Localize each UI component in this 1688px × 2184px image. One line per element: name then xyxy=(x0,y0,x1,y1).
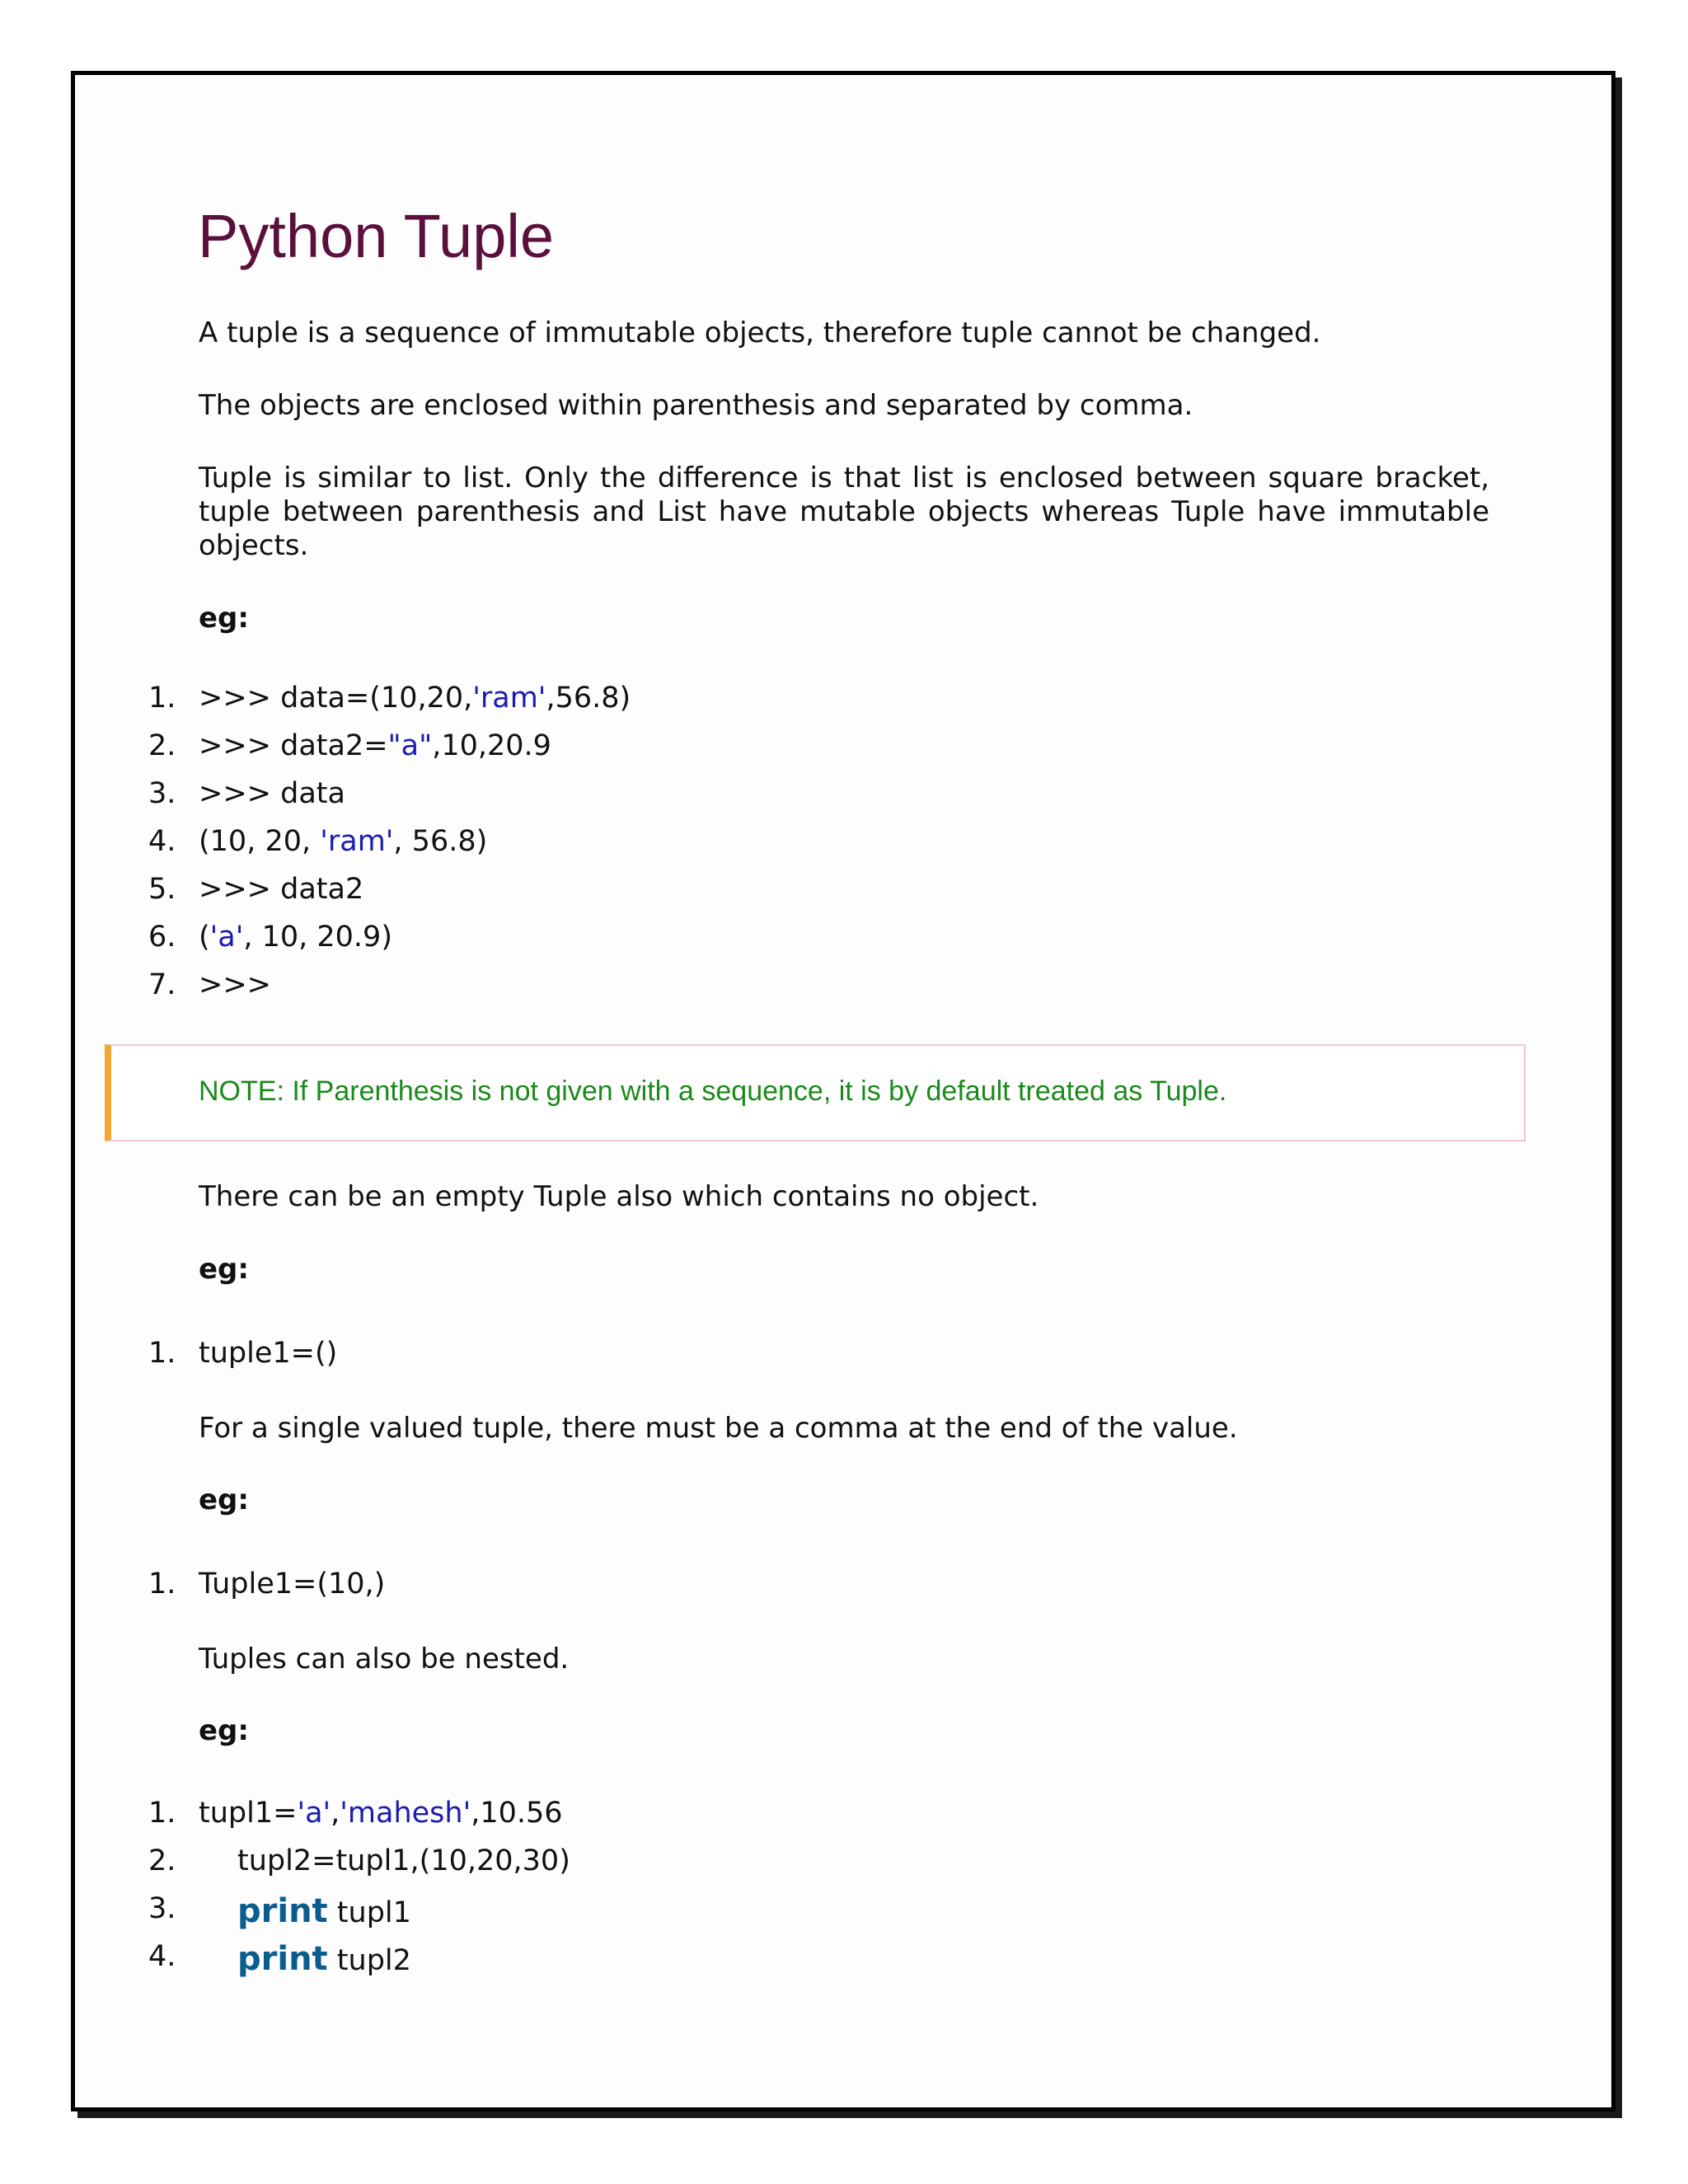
line-number: 2. xyxy=(148,729,176,762)
line-number: 7. xyxy=(148,968,176,1001)
code-line xyxy=(0,777,1566,825)
line-number: 2. xyxy=(148,1844,176,1877)
code-line xyxy=(0,729,1566,777)
line-number: 3. xyxy=(148,1892,176,1925)
line-number: 4. xyxy=(148,825,176,858)
line-number: 1. xyxy=(148,1337,176,1370)
print-keyword: print xyxy=(237,1892,328,1930)
code-line xyxy=(0,921,1566,968)
code-text: Tuple1=(10,) xyxy=(199,1568,386,1601)
code-line xyxy=(0,1940,1566,1988)
print-keyword: print xyxy=(237,1940,328,1978)
line-number: 1. xyxy=(148,682,176,715)
string-literal: 'ram' xyxy=(472,682,546,715)
example-label-2: eg: xyxy=(199,1253,249,1286)
line-number: 5. xyxy=(148,873,176,906)
code-text: tupl2=tupl1,(10,20,30) xyxy=(237,1844,570,1877)
code-text: ('a', 10, 20.9) xyxy=(199,921,392,954)
line-number: 1. xyxy=(148,1797,176,1830)
nested-paragraph: Tuples can also be nested. xyxy=(199,1643,570,1675)
code-line xyxy=(0,1337,1566,1385)
code-text: >>> data2 xyxy=(199,873,364,906)
code-line xyxy=(0,825,1566,873)
line-number: 6. xyxy=(148,921,176,954)
string-literal: 'ram' xyxy=(320,825,394,858)
code-text: >>> data xyxy=(199,777,345,810)
code-text: >>> data=(10,20,'ram',56.8) xyxy=(199,682,631,715)
string-literal: 'a' xyxy=(297,1797,331,1830)
code-line xyxy=(0,873,1566,921)
code-text: tupl1='a','mahesh',10.56 xyxy=(199,1797,563,1830)
note-text: NOTE: If Parenthesis is not given with a sequence, it is by default treated as Tuple. xyxy=(199,1076,1227,1107)
code-text: >>> xyxy=(199,968,271,1001)
line-number: 4. xyxy=(148,1940,176,1973)
code-text: >>> data2="a",10,20.9 xyxy=(199,729,551,762)
code-block-3 xyxy=(0,1568,1566,1615)
example-label-4: eg: xyxy=(199,1714,249,1747)
enclosure-paragraph: The objects are enclosed within parenthesis and separated by comma. xyxy=(199,389,1193,422)
comparison-paragraph: Tuple is similar to list. Only the difference is that list is enclosed between square bracket, tuple between parenthesis and List have mutable objects whereas Tuple have immutable objects. xyxy=(199,462,1489,562)
note-callout xyxy=(105,1044,1526,1141)
code-line xyxy=(0,1797,1566,1844)
code-block-4 xyxy=(0,1797,1566,1988)
code-line xyxy=(0,1892,1566,1940)
example-label-3: eg: xyxy=(199,1483,249,1516)
code-text: print tupl2 xyxy=(237,1940,411,1978)
code-text: tuple1=() xyxy=(199,1337,338,1370)
code-block-2 xyxy=(0,1337,1566,1385)
code-line xyxy=(0,1844,1566,1892)
code-text: print tupl1 xyxy=(237,1892,411,1930)
code-line xyxy=(0,682,1566,729)
line-number: 1. xyxy=(148,1568,176,1601)
code-line xyxy=(0,1568,1566,1615)
example-label-1: eg: xyxy=(199,602,249,635)
code-text: (10, 20, 'ram', 56.8) xyxy=(199,825,488,858)
line-number: 3. xyxy=(148,777,176,810)
string-literal: 'mahesh' xyxy=(340,1797,471,1830)
intro-paragraph: A tuple is a sequence of immutable objects, therefore tuple cannot be changed. xyxy=(199,316,1321,349)
page-title: Python Tuple xyxy=(198,202,554,270)
empty-tuple-paragraph: There can be an empty Tuple also which contains no object. xyxy=(199,1180,1039,1213)
string-literal: "a" xyxy=(387,729,433,762)
single-value-paragraph: For a single valued tuple, there must be a comma at the end of the value. xyxy=(199,1412,1238,1445)
string-literal: 'a' xyxy=(209,921,244,954)
code-line xyxy=(0,968,1566,1016)
code-block-1 xyxy=(0,682,1566,1016)
